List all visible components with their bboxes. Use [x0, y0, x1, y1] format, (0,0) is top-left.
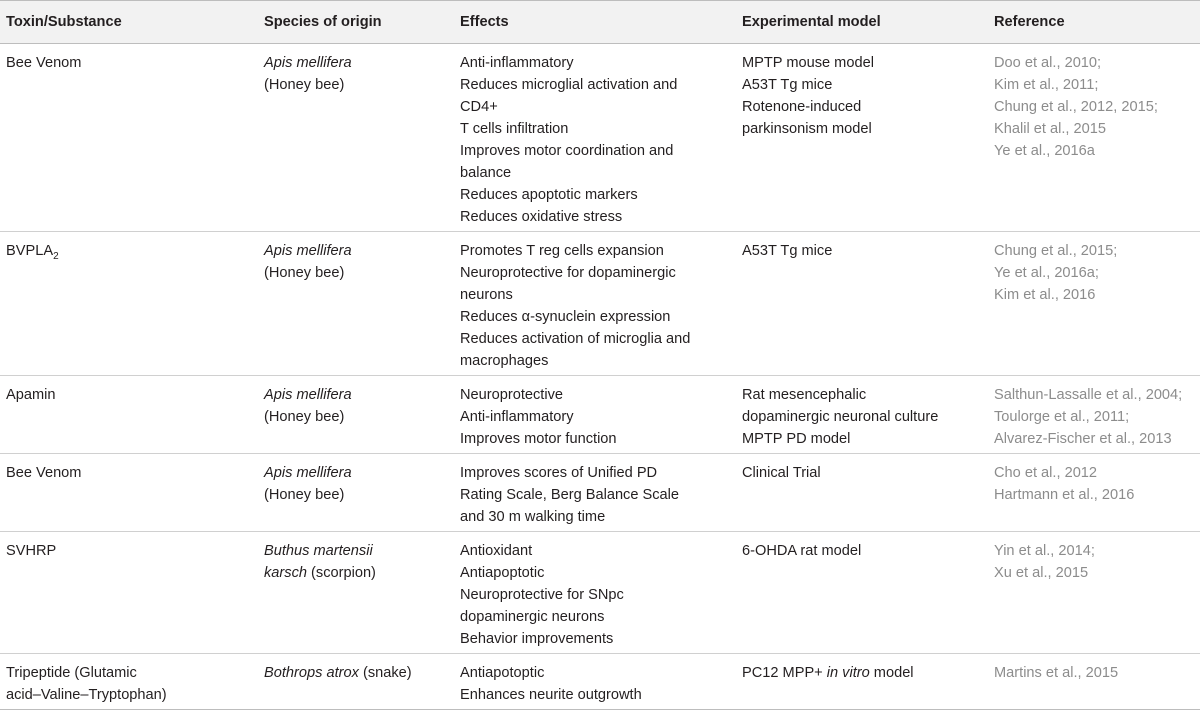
effect-item: macrophages — [460, 353, 549, 369]
toxin-name: Tripeptide (Glutamic — [6, 665, 137, 681]
effect-item: Reduces α-synuclein expression — [460, 309, 671, 325]
toxin-name: SVHRP — [6, 543, 57, 559]
toxin-name: Apamin — [6, 387, 56, 403]
reference-link[interactable]: Kim et al., 2011; — [994, 77, 1099, 93]
reference-link[interactable]: Xu et al., 2015 — [994, 565, 1089, 581]
species-common: (Honey bee) — [264, 265, 345, 281]
header-effects: Effects — [460, 14, 509, 30]
species-name: Buthus martensii — [264, 543, 373, 559]
effect-item: Neuroprotective — [460, 387, 564, 403]
effect-item: T cells infiltration — [460, 121, 569, 137]
reference-link[interactable]: Kim et al., 2016 — [994, 287, 1096, 303]
effect-item: Enhances neurite outgrowth — [460, 687, 642, 703]
toxin-cell — [0, 532, 258, 654]
reference-link[interactable]: Khalil et al., 2015 — [994, 121, 1106, 137]
reference-cell — [988, 532, 1200, 654]
table-row — [0, 654, 1200, 710]
effect-item: Neuroprotective for SNpc — [460, 587, 624, 603]
reference-cell — [988, 654, 1200, 710]
species-cell — [258, 232, 454, 376]
reference-link[interactable]: Ye et al., 2016a; — [994, 265, 1099, 281]
model-item: MPTP PD model — [742, 431, 851, 447]
model-item: Rotenone-induced — [742, 99, 862, 115]
effect-item: CD4+ — [460, 99, 498, 115]
species-name-line2: karsch (scorpion) — [264, 565, 376, 581]
toxin-cell — [0, 454, 258, 532]
model-item: Clinical Trial — [742, 465, 821, 481]
effect-item: Neuroprotective for dopaminergic — [460, 265, 676, 281]
model-item: parkinsonism model — [742, 121, 872, 137]
reference-link[interactable]: Doo et al., 2010; — [994, 55, 1102, 71]
species-cell — [258, 376, 454, 454]
reference-link[interactable]: Alvarez-Fischer et al., 2013 — [994, 431, 1172, 447]
species-cell — [258, 44, 454, 232]
effect-item: neurons — [460, 287, 513, 303]
model-cell — [736, 232, 988, 376]
table-row — [0, 232, 1200, 376]
effect-item: Antiapoptotic — [460, 565, 545, 581]
reference-link[interactable]: Martins et al., 2015 — [994, 665, 1119, 681]
model-cell — [736, 454, 988, 532]
effect-item: Antiapotoptic — [460, 665, 545, 681]
model-item: A53T Tg mice — [742, 77, 833, 93]
model-item: dopaminergic neuronal culture — [742, 409, 939, 425]
toxin-name-line2: acid–Valine–Tryptophan) — [6, 687, 167, 703]
reference-link[interactable]: Chung et al., 2012, 2015; — [994, 99, 1158, 115]
toxin-name: $BVPLA_2$ — [6, 243, 59, 262]
species-name: Bothrops atrox (snake) — [264, 665, 412, 681]
header-reference: Reference — [994, 14, 1065, 30]
toxin-name: Bee Venom — [6, 465, 82, 481]
effect-item: and 30 m walking time — [460, 509, 606, 525]
header-model: Experimental model — [742, 14, 881, 30]
header-row — [0, 1, 1200, 44]
model-item: 6-OHDA rat model — [742, 543, 862, 559]
reference-cell — [988, 376, 1200, 454]
toxin-name: Bee Venom — [6, 55, 82, 71]
species-cell — [258, 454, 454, 532]
species-name: Apis mellifera — [264, 243, 352, 259]
header-toxin: Toxin/Substance — [6, 14, 122, 30]
toxin-cell — [0, 654, 258, 710]
effects-cell — [454, 44, 736, 232]
model-cell — [736, 654, 988, 710]
effect-item: Improves scores of Unified PD — [460, 465, 658, 481]
toxin-cell — [0, 44, 258, 232]
effect-item: dopaminergic neurons — [460, 609, 605, 625]
species-cell — [258, 532, 454, 654]
species-name: Apis mellifera — [264, 55, 352, 71]
table-row — [0, 376, 1200, 454]
effects-cell — [454, 654, 736, 710]
toxin-cell — [0, 376, 258, 454]
reference-link[interactable]: Chung et al., 2015; — [994, 243, 1118, 259]
reference-link[interactable]: Yin et al., 2014; — [994, 543, 1095, 559]
effect-item: Rating Scale, Berg Balance Scale — [460, 487, 680, 503]
effect-item: Anti-inflammatory — [460, 55, 574, 71]
effect-item: Reduces microglial activation and — [460, 77, 678, 93]
effect-item: Reduces activation of microglia and — [460, 331, 691, 347]
effect-item: balance — [460, 165, 512, 181]
species-common: (Honey bee) — [264, 409, 345, 425]
species-cell — [258, 654, 454, 710]
reference-cell — [988, 454, 1200, 532]
header-species: Species of origin — [264, 14, 382, 30]
table-row — [0, 454, 1200, 532]
species-common: (Honey bee) — [264, 77, 345, 93]
model-cell — [736, 532, 988, 654]
effect-item: Anti-inflammatory — [460, 409, 574, 425]
reference-link[interactable]: Toulorge et al., 2011; — [994, 409, 1130, 425]
effect-item: Improves motor coordination and — [460, 143, 674, 159]
effect-item: Antioxidant — [460, 543, 533, 559]
model-cell — [736, 376, 988, 454]
effect-item: Behavior improvements — [460, 631, 614, 647]
model-item: Rat mesencephalic — [742, 387, 867, 403]
model-item: MPTP mouse model — [742, 55, 874, 71]
table-row — [0, 44, 1200, 232]
reference-link[interactable]: Salthun-Lassalle et al., 2004; — [994, 387, 1183, 403]
model-item: PC12 MPP+ in vitro model — [742, 665, 914, 681]
species-name: Apis mellifera — [264, 387, 352, 403]
effect-item: Reduces apoptotic markers — [460, 187, 638, 203]
effect-item: Improves motor function — [460, 431, 617, 447]
effects-cell — [454, 454, 736, 532]
table-row — [0, 532, 1200, 654]
effect-item: Reduces oxidative stress — [460, 209, 623, 225]
reference-link[interactable]: Hartmann et al., 2016 — [994, 487, 1135, 503]
model-cell — [736, 44, 988, 232]
reference-link[interactable]: Cho et al., 2012 — [994, 465, 1098, 481]
reference-cell — [988, 44, 1200, 232]
effect-item: Promotes T reg cells expansion — [460, 243, 664, 259]
effects-cell — [454, 232, 736, 376]
toxin-cell — [0, 232, 258, 376]
species-common: (Honey bee) — [264, 487, 345, 503]
model-item: A53T Tg mice — [742, 243, 833, 259]
species-name: Apis mellifera — [264, 465, 352, 481]
reference-cell — [988, 232, 1200, 376]
effects-cell — [454, 376, 736, 454]
effects-cell — [454, 532, 736, 654]
reference-link[interactable]: Ye et al., 2016a — [994, 143, 1095, 159]
